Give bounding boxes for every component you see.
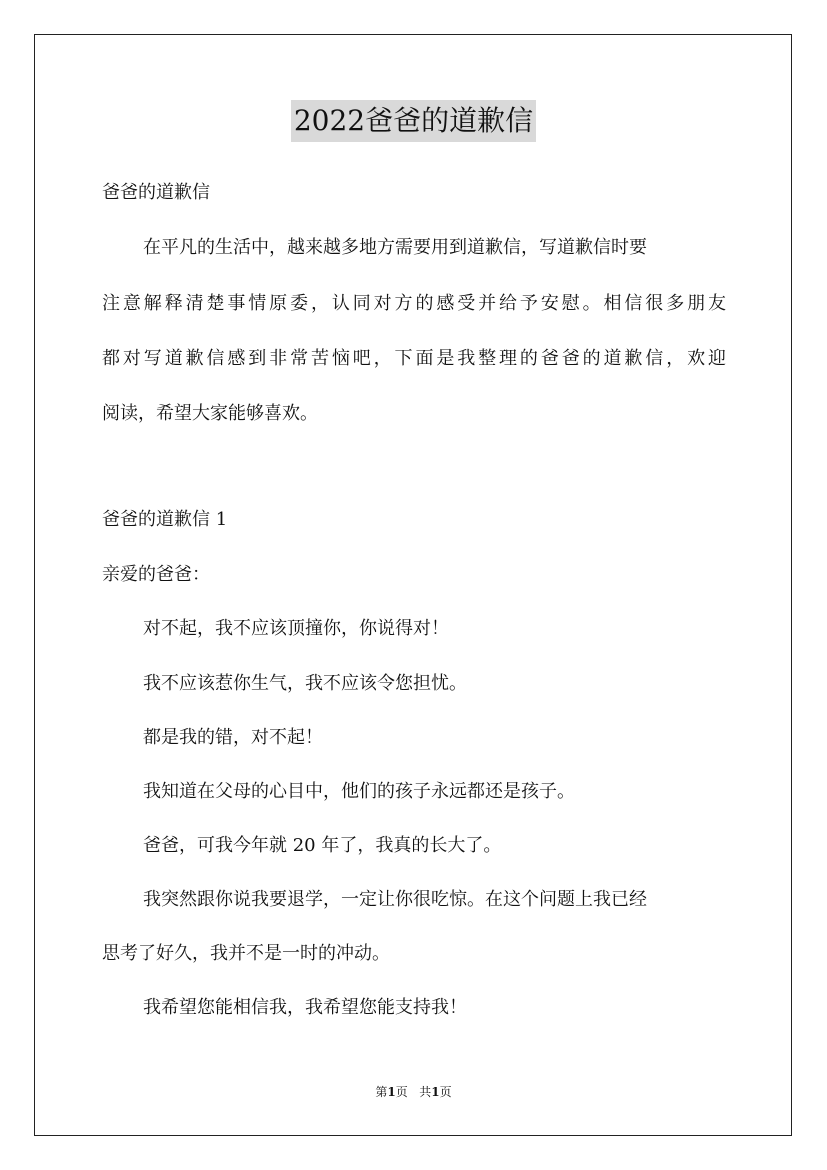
paragraph-6-line-1: 我突然跟你说我要退学，一定让你很吃惊。在这个问题上我已经 <box>143 889 647 910</box>
heading-letter-1: 爸爸的道歉信 1 <box>102 509 228 530</box>
paragraph-5: 爸爸，可我今年就 20 年了，我真的长大了。 <box>143 835 502 856</box>
heading-letter: 爸爸的道歉信 <box>102 182 210 203</box>
document-title: 2022爸爸的道歉信 <box>291 100 536 142</box>
page-footer <box>0 1083 827 1100</box>
intro-line-3: 都对写道歉信感到非常苦恼吧，下面是我整理的爸爸的道歉信，欢迎 <box>102 348 726 369</box>
paragraph-7: 我希望您能相信我，我希望您能支持我！ <box>143 997 467 1018</box>
paragraph-1: 对不起，我不应该顶撞你，你说得对！ <box>143 618 449 639</box>
footer-total-prefix: 共 <box>419 1085 432 1099</box>
intro-line-1: 在平凡的生活中，越来越多地方需要用到道歉信，写道歉信时要 <box>143 237 647 258</box>
paragraph-2: 我不应该惹你生气，我不应该令您担忧。 <box>143 673 467 694</box>
intro-line-2: 注意解释清楚事情原委，认同对方的感受并给予安慰。相信很多朋友 <box>102 293 726 314</box>
salutation: 亲爱的爸爸： <box>102 564 210 585</box>
paragraph-6-line-2: 思考了好久，我并不是一时的冲动。 <box>102 943 390 964</box>
paragraph-4: 我知道在父母的心目中，他们的孩子永远都还是孩子。 <box>143 781 575 802</box>
footer-total-number: 1 <box>431 1085 440 1099</box>
footer-page-prefix: 第 <box>375 1085 388 1099</box>
paragraph-3: 都是我的错，对不起！ <box>143 727 323 748</box>
footer-total-suffix: 页 <box>439 1085 452 1099</box>
title-container <box>0 100 827 142</box>
intro-line-4: 阅读，希望大家能够喜欢。 <box>102 403 318 424</box>
footer-page-number: 1 <box>387 1085 396 1099</box>
footer-page-suffix: 页 <box>395 1085 408 1099</box>
